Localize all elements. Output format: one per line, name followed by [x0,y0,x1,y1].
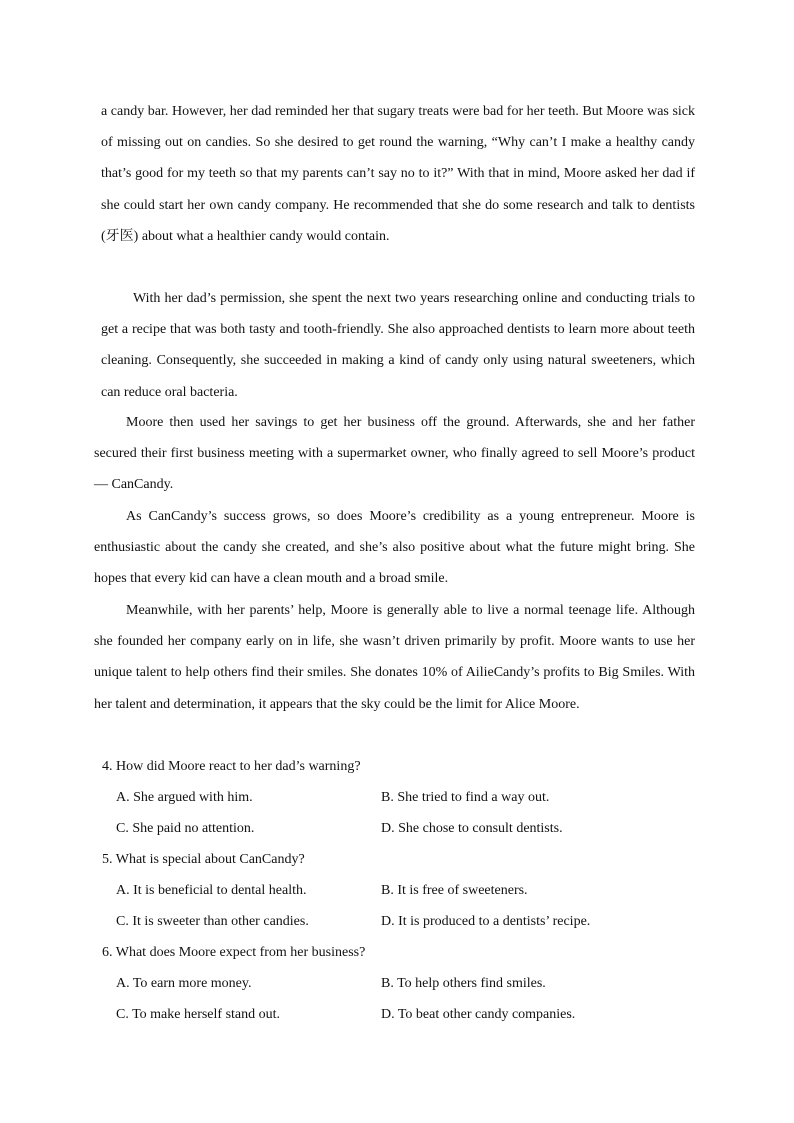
question-6-option-b: B. To help others find smiles. [381,976,546,991]
question-5-option-d: D. It is produced to a dentists’ recipe. [381,914,591,930]
question-4-option-a: A. She argued with him. [116,790,253,805]
question-5-option-c: C. It is sweeter than other candies. [116,914,309,930]
question-5-options [116,875,696,937]
option-row [116,968,696,999]
question-6-option-d: D. To beat other candy companies. [381,1007,576,1023]
option-row [116,999,696,1030]
option-row [116,906,696,937]
passage-paragraph-1: a candy bar. However, her dad reminded her that sugary treats were bad for her teeth. But Moore was sick of missing out on candies. So she desired to get round the warning, “Why can’t I make a healthy candy that’s good for my teeth so that my parents can’t say no to it?” With that in mind, Moore asked her dad if she could start her own candy company. He recommended that she do some research and talk to dentists (牙医) about what a healthier candy would contain. [101,104,695,244]
question-5-option-a: A. It is beneficial to dental health. [116,883,307,898]
option-row [116,813,696,844]
question-4-option-d: D. She chose to consult dentists. [381,821,563,837]
question-4-stem: 4. How did Moore react to her dad’s warning? [102,759,361,774]
question-6-option-a: A. To earn more money. [116,976,252,991]
option-row [116,782,696,813]
question-6-option-c: C. To make herself stand out. [116,1007,281,1023]
passage-paragraph-2: With her dad’s permission, she spent the next two years researching online and conducting trials to get a recipe that was both tasty and tooth-friendly. She also approached dentists to learn more about teeth cleaning. Consequently, she succeeded in making a kind of candy only using natural sweeteners, which can reduce oral bacteria. [101,291,695,400]
question-4-option-b: B. She tried to find a way out. [381,790,550,805]
question-5-stem: 5. What is special about CanCandy? [102,852,305,867]
passage-paragraph-3: Moore then used her savings to get her business off the ground. Afterwards, she and her father secured their first business meeting with a supermarket owner, who finally agreed to sell Moore’s product — CanCandy. [94,415,695,493]
question-6-options [116,968,696,1030]
question-5-option-b: B. It is free of sweeteners. [381,883,528,898]
passage-paragraph-4: As CanCandy’s success grows, so does Moore’s credibility as a young entrepreneur. Moore is enthusiastic about the candy she created, and she’s also positive about what the future might bring. She hopes that every kid can have a clean mouth and a broad smile. [94,509,695,587]
passage-paragraph-5: Meanwhile, with her parents’ help, Moore is generally able to live a normal teenage life. Although she founded her company early on in life, she wasn’t driven primarily by profit. Moore wants to use her unique talent to help others find their smiles. She donates 10% of AilieCandy’s profits to Big Smiles. With her talent and determination, it appears that the sky could be the limit for Alice Moore. [94,603,695,712]
option-row [116,875,696,906]
question-4-option-c: C. She paid no attention. [116,821,255,837]
question-4-options [116,782,696,844]
question-6-stem: 6. What does Moore expect from her business? [102,945,366,960]
